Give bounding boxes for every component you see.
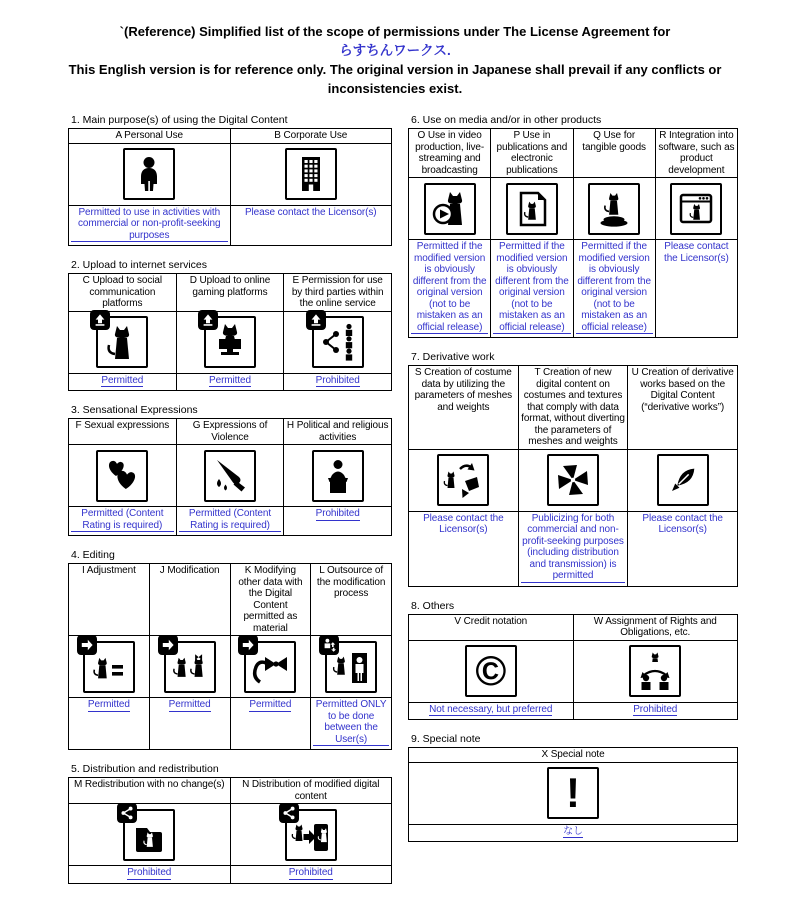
status-cell — [409, 824, 738, 842]
status-text-C[interactable]: Permitted — [101, 374, 144, 386]
permission-table-sensational-expressions — [68, 418, 392, 536]
icon-cell — [176, 311, 284, 373]
status-text-Q[interactable]: Permitted if the modified version is obviously different from the original version (not to be mistaken as an official release) — [577, 241, 651, 333]
column-header-M: M Redistribution with no change(s) — [69, 778, 231, 804]
icon-cell — [409, 449, 519, 511]
status-text-U: Please contact the Licensor(s) — [642, 512, 723, 535]
column-header-B: B Corporate Use — [230, 129, 392, 144]
status-cell — [284, 373, 392, 391]
upload-badge-icon — [90, 310, 110, 330]
icon-cell — [311, 636, 392, 698]
status-cell — [69, 507, 177, 536]
section-special-note — [408, 733, 738, 842]
software-integration-icon-art — [676, 189, 716, 229]
publications-icon-art — [512, 189, 552, 229]
column-header-U: U Creation of derivative works based on the Digital Content (“derivative works”) — [628, 366, 738, 450]
sexual-expressions-icon-art — [102, 456, 142, 496]
status-text-G[interactable]: Permitted (Content Rating is required) — [179, 508, 282, 532]
status-text-N[interactable]: Prohibited — [288, 867, 333, 878]
permission-table-upload-internet — [68, 273, 392, 391]
column-header-J: J Modification — [149, 564, 230, 636]
section-others — [408, 600, 738, 721]
derivative-works-icon — [657, 454, 709, 506]
corporate-use-icon — [285, 148, 337, 200]
status-text-E[interactable]: Prohibited — [315, 374, 360, 386]
status-cell — [409, 702, 574, 720]
column-header-V: V Credit notation — [409, 614, 574, 640]
modify-material-icon — [244, 641, 296, 693]
status-text-S: Please contact the Licensor(s) — [423, 512, 504, 535]
icon-cell — [69, 311, 177, 373]
column-header-W: W Assignment of Rights and Obligations, etc. — [573, 614, 738, 640]
status-text-X[interactable]: なし — [563, 825, 583, 837]
page-title: `(Reference) Simplified list of the scope of permissions under The License Agreement for — [119, 24, 671, 39]
political-religious-icon-art — [318, 456, 358, 496]
status-cell — [491, 240, 573, 338]
upload-gaming-icon — [204, 316, 256, 368]
special-note-icon — [547, 767, 599, 819]
work-name: らすちんワークス. — [339, 43, 451, 58]
icon-cell — [69, 804, 231, 866]
status-cell — [69, 373, 177, 391]
permission-table-others — [408, 614, 738, 721]
upload-badge-icon — [198, 310, 218, 330]
section-sensational-expressions — [68, 404, 392, 536]
status-text-A[interactable]: Permitted to use in activities with commercial or non-profit-seeking purposes — [71, 207, 228, 243]
section-title: 3. Sensational Expressions — [71, 404, 198, 416]
column-header-D: D Upload to online gaming platforms — [176, 274, 284, 312]
permission-table-derivative-work — [408, 365, 738, 587]
status-cell — [69, 866, 231, 884]
section-title: 7. Derivative work — [411, 351, 495, 363]
icon-cell — [518, 449, 628, 511]
column-header-C: C Upload to social communication platforms — [69, 274, 177, 312]
arrow-right-badge-icon — [158, 635, 178, 655]
permission-table-main-purpose — [68, 128, 392, 246]
right-column — [408, 114, 738, 897]
person-exchange-badge-icon — [319, 635, 339, 655]
status-cell — [409, 240, 491, 338]
section-title: 2. Upload to internet services — [71, 259, 207, 271]
status-cell — [230, 866, 392, 884]
special-note-icon-art: ! — [566, 769, 580, 816]
status-cell — [176, 507, 284, 536]
arrow-right-badge-icon — [238, 635, 258, 655]
column-header-E: E Permission for use by third parties within the online service — [284, 274, 392, 312]
status-text-I[interactable]: Permitted — [87, 699, 130, 710]
permission-table-special-note — [408, 747, 738, 842]
section-upload-internet — [68, 259, 392, 391]
column-header-L: L Outsource of the modification process — [311, 564, 392, 636]
adjustment-icon — [83, 641, 135, 693]
column-header-X: X Special note — [409, 748, 738, 763]
icon-cell — [284, 311, 392, 373]
section-title: 4. Editing — [71, 549, 115, 561]
icon-cell — [655, 178, 737, 240]
status-cell — [284, 507, 392, 536]
status-text-K[interactable]: Permitted — [249, 699, 292, 710]
icon-cell — [573, 178, 655, 240]
section-main-purpose — [68, 114, 392, 246]
arrow-right-badge-icon — [77, 635, 97, 655]
video-production-icon — [424, 183, 476, 235]
icon-cell — [69, 445, 177, 507]
section-title: 8. Others — [411, 599, 455, 612]
column-header-I: I Adjustment — [69, 564, 150, 636]
political-religious-icon — [312, 450, 364, 502]
share-badge-icon — [279, 803, 299, 823]
upload-badge-icon — [306, 310, 326, 330]
column-header-T: T Creation of new digital content on costumes and textures that comply with data format, without diverting the parameters of meshes and weights — [518, 366, 628, 450]
column-header-A: A Personal Use — [69, 129, 231, 144]
tangible-goods-icon-art — [594, 189, 634, 229]
icon-cell — [176, 445, 284, 507]
section-title: 1. Main purpose(s) of using the Digital Content — [71, 114, 288, 126]
section-derivative-work — [408, 351, 738, 587]
rights-assignment-icon-art — [635, 651, 675, 691]
outsource-icon — [325, 641, 377, 693]
column-header-O: O Use in video production, live-streaming and broadcasting — [409, 129, 491, 178]
section-media-products — [408, 114, 738, 338]
permission-table-editing — [68, 563, 392, 750]
section-title: 9. Special note — [411, 733, 481, 745]
credit-notation-icon-art: © — [475, 647, 507, 694]
icon-cell — [230, 804, 392, 866]
left-column — [68, 114, 392, 897]
rights-assignment-icon — [629, 645, 681, 697]
column-header-R: R Integration into software, such as product development — [655, 129, 737, 178]
personal-use-icon-art — [129, 154, 169, 194]
icon-cell — [69, 636, 150, 698]
status-cell — [409, 511, 519, 586]
costume-data-icon — [437, 454, 489, 506]
icon-cell — [409, 178, 491, 240]
video-production-icon-art — [430, 189, 470, 229]
icon-cell — [409, 640, 574, 702]
status-text-P[interactable]: Permitted if the modified version is obviously different from the original version (not to be mistaken as an official release) — [495, 241, 569, 333]
violence-icon-art — [210, 456, 250, 496]
column-header-K: K Modifying other data with the Digital Content permitted as material — [230, 564, 311, 636]
tangible-goods-icon — [588, 183, 640, 235]
status-cell — [69, 698, 150, 750]
status-text-T[interactable]: Publicizing for both commercial and non-profit-seeking purposes (including distribution and transmission) is permitted — [522, 512, 624, 581]
violence-icon — [204, 450, 256, 502]
section-title: 5. Distribution and redistribution — [71, 763, 219, 775]
status-text-D[interactable]: Permitted — [209, 374, 251, 386]
page-header — [0, 0, 790, 98]
status-cell — [573, 702, 738, 720]
status-text-H[interactable]: Prohibited — [315, 508, 360, 519]
status-cell — [230, 698, 311, 750]
icon-cell — [491, 178, 573, 240]
permission-table-distribution — [68, 777, 392, 884]
distribution-modified-icon — [285, 809, 337, 861]
status-cell — [573, 240, 655, 338]
status-cell — [176, 373, 284, 391]
corporate-use-icon-art — [291, 154, 331, 194]
status-text-F[interactable]: Permitted (Content Rating is required) — [71, 508, 174, 532]
icon-cell — [628, 449, 738, 511]
status-text-V[interactable]: Not necessary, but preferred — [429, 703, 553, 715]
icon-cell — [284, 445, 392, 507]
section-title: 6. Use on media and/or in other products — [411, 114, 602, 126]
status-text-R: Please contact the Licensor(s) — [664, 241, 729, 264]
third-party-use-icon — [312, 316, 364, 368]
column-header-S: S Creation of costume data by utilizing the parameters of meshes and weights — [409, 366, 519, 450]
status-cell — [69, 205, 231, 246]
derivative-works-icon-art — [663, 460, 703, 500]
status-cell — [230, 205, 392, 246]
new-digital-content-icon — [547, 454, 599, 506]
column-header-F: F Sexual expressions — [69, 419, 177, 445]
column-header-N: N Distribution of modified digital content — [230, 778, 392, 804]
status-cell — [628, 511, 738, 586]
modification-icon — [164, 641, 216, 693]
sexual-expressions-icon — [96, 450, 148, 502]
content-columns — [0, 114, 790, 897]
share-badge-icon — [117, 803, 137, 823]
redistribution-icon — [123, 809, 175, 861]
icon-cell — [69, 143, 231, 205]
section-distribution — [68, 763, 392, 884]
column-header-Q: Q Use for tangible goods — [573, 129, 655, 178]
status-text-M[interactable]: Prohibited — [127, 867, 172, 878]
status-text-W[interactable]: Prohibited — [633, 703, 678, 715]
column-header-H: H Political and religious activities — [284, 419, 392, 445]
icon-cell — [230, 143, 392, 205]
icon-cell — [230, 636, 311, 698]
status-text-J[interactable]: Permitted — [168, 699, 211, 710]
upload-social-icon — [96, 316, 148, 368]
status-cell — [655, 240, 737, 338]
status-cell — [311, 698, 392, 750]
icon-cell — [409, 762, 738, 824]
software-integration-icon — [670, 183, 722, 235]
status-text-B: Please contact the Licensor(s) — [244, 206, 377, 218]
personal-use-icon — [123, 148, 175, 200]
status-cell — [149, 698, 230, 750]
permission-table-media-products — [408, 128, 738, 338]
section-editing — [68, 549, 392, 750]
credit-notation-icon — [465, 645, 517, 697]
status-text-L[interactable]: Permitted ONLY to be done between the User(s) — [313, 699, 389, 746]
status-cell — [518, 511, 628, 586]
column-header-P: P Use in publications and electronic publications — [491, 129, 573, 178]
new-digital-content-icon-art — [553, 460, 593, 500]
column-header-G: G Expressions of Violence — [176, 419, 284, 445]
costume-data-icon-art — [443, 460, 483, 500]
disclaimer-text: This English version is for reference only. The original version in Japanese shall prevail if any conflicts or inconsistencies exist. — [68, 62, 722, 96]
status-text-O[interactable]: Permitted if the modified version is obviously different from the original version (not to be mistaken as an official release) — [412, 241, 487, 333]
icon-cell — [573, 640, 738, 702]
icon-cell — [149, 636, 230, 698]
publications-icon — [506, 183, 558, 235]
